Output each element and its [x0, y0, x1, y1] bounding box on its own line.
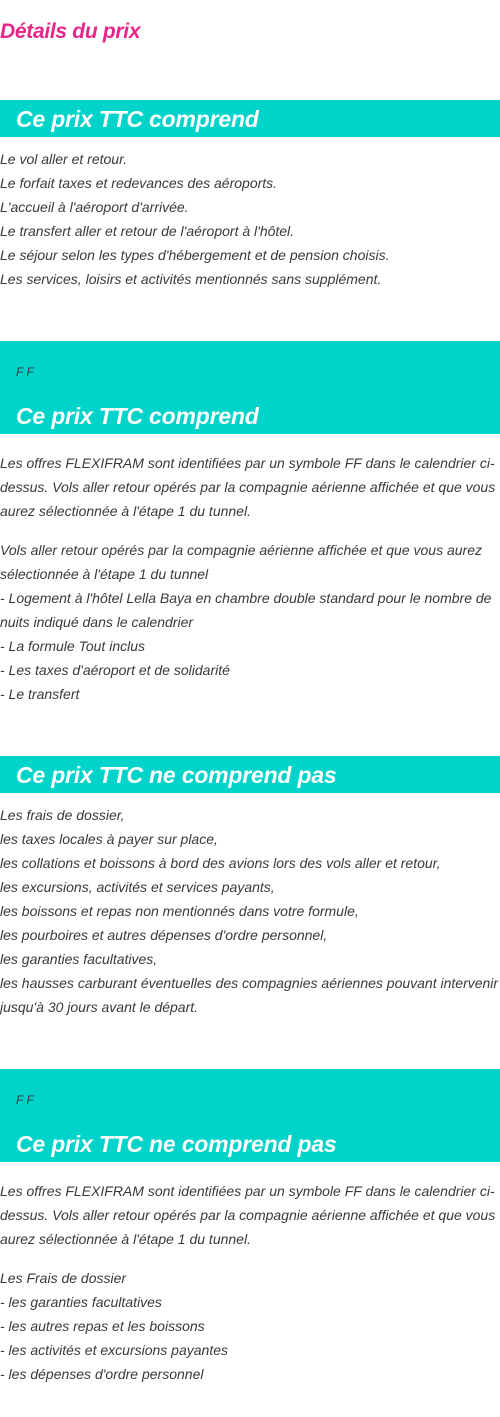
- list-item: Vols aller retour opérés par la compagnie aérienne affichée et que vous aurez: [0, 542, 482, 558]
- ff-excludes-title: Ce prix TTC ne comprend pas: [16, 1131, 337, 1157]
- ff-includes-list: [0, 538, 500, 706]
- list-item: les hausses carburant éventuelles des compagnies aériennes pouvant intervenir: [0, 975, 499, 991]
- list-item: Le transfert aller et retour de l'aéroport à l'hôtel.: [0, 223, 295, 239]
- list-item: - Les taxes d'aéroport et de solidarité: [0, 662, 230, 678]
- excludes-list: [0, 803, 500, 1019]
- list-item: sélectionnée à l'étape 1 du tunnel: [0, 566, 209, 582]
- list-item: - les garanties facultatives: [0, 1294, 162, 1310]
- list-item: - les activités et excursions payantes: [0, 1342, 228, 1358]
- list-item: les excursions, activités et services payants,: [0, 879, 275, 895]
- list-item: les pourboires et autres dépenses d'ordre personnel,: [0, 927, 328, 943]
- ff-badge: F F: [16, 365, 34, 379]
- page-title: Détails du prix: [0, 20, 141, 43]
- excludes-title: Ce prix TTC ne comprend pas: [16, 762, 337, 788]
- list-item: jusqu'à 30 jours avant le départ.: [0, 999, 199, 1015]
- list-item: les collations et boissons à bord des avions lors des vols aller et retour,: [0, 855, 441, 871]
- list-item: - La formule Tout inclus: [0, 638, 145, 654]
- ff-excludes-intro: Les offres FLEXIFRAM sont identifiées par un symbole FF dans le calendrier ci-dessus. Vols aller retour opérés par la compagnie aérienne affichée et que vous aurez sélectionnée à l'étape 1 du tunnel.: [0, 1183, 496, 1247]
- list-item: les boissons et repas non mentionnés dans votre formule,: [0, 903, 359, 919]
- list-item: - les autres repas et les boissons: [0, 1318, 205, 1334]
- excludes-header-bar: [0, 756, 500, 793]
- list-item: Les services, loisirs et activités mentionnés sans supplément.: [0, 271, 382, 287]
- list-item: L'accueil à l'aéroport d'arrivée.: [0, 199, 189, 215]
- ff-excludes-list: [0, 1266, 500, 1386]
- includes-list: [0, 147, 500, 291]
- list-item: nuits indiqué dans le calendrier: [0, 614, 194, 630]
- list-item: Les frais de dossier,: [0, 807, 125, 823]
- list-item: Le séjour selon les types d'hébergement et de pension choisis.: [0, 247, 390, 263]
- includes-header-bar: [0, 100, 500, 137]
- ff-excludes-header-bar: [0, 1069, 500, 1162]
- list-item: Le forfait taxes et redevances des aéroports.: [0, 175, 278, 191]
- ff-includes-header-bar: [0, 341, 500, 434]
- list-item: - Le transfert: [0, 686, 80, 702]
- ff-badge: F F: [16, 1093, 34, 1107]
- list-item: les taxes locales à payer sur place,: [0, 831, 218, 847]
- includes-title: Ce prix TTC comprend: [16, 106, 259, 132]
- ff-includes-title: Ce prix TTC comprend: [16, 403, 259, 429]
- ff-includes-intro: Les offres FLEXIFRAM sont identifiées par un symbole FF dans le calendrier ci-dessus. Vols aller retour opérés par la compagnie aérienne affichée et que vous aurez sélectionnée à l'étape 1 du tunnel.: [0, 455, 496, 519]
- list-item: - Logement à l'hôtel Lella Baya en chambre double standard pour le nombre de: [0, 590, 492, 606]
- list-item: Les Frais de dossier: [0, 1270, 127, 1286]
- list-item: les garanties facultatives,: [0, 951, 158, 967]
- list-item: - les dépenses d'ordre personnel: [0, 1366, 204, 1382]
- list-item: Le vol aller et retour.: [0, 151, 128, 167]
